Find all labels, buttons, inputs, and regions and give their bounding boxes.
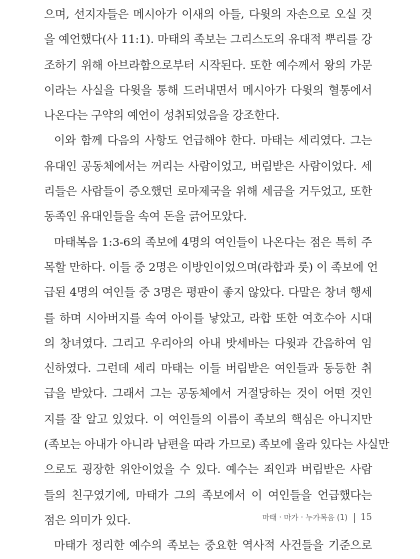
text-line: 지를 잘 알고 있었다. 이 여인들의 이름이 족보의 핵심은 아니지만: [44, 411, 372, 426]
text-line: 으로도 굉장한 위안이었을 수 있다. 예수는 죄인과 버림받은 사람: [44, 462, 372, 477]
page-footer: [262, 512, 372, 523]
text-line: 조하기 위해 아브라함으로부터 시작된다. 또한 예수께서 왕의 가문: [44, 57, 372, 72]
text-line: 마태가 정리한 예수의 족보는 중요한 역사적 사건들을 기준으로: [54, 538, 372, 553]
running-title: 마태 · 마가 · 누가복음 (1): [262, 513, 348, 522]
text-line: 신하였다. 그런데 세리 마태는 이들 버림받은 여인들과 동등한 취: [44, 361, 372, 376]
text-line: 이라는 사실을 다윗을 통해 드러내면서 메시아가 다윗의 혈통에서: [44, 82, 372, 97]
text-line: (족보는 아내가 아니라 남편을 따라 가므로) 족보에 올라 있다는 사실만: [44, 437, 390, 452]
text-line: 의 창녀였다. 그리고 우리아의 아내 밧세바는 다윗과 간음하여 임: [44, 335, 372, 350]
text-line: 이와 함께 다음의 사항도 언급해야 한다. 마태는 세리였다. 그는: [54, 133, 372, 148]
text-line: 점은 의미가 있다.: [44, 512, 131, 527]
text-line: 나온다는 구약의 예언이 성취되었음을 강조한다.: [44, 108, 280, 123]
text-line: 급된 4명의 여인들 중 3명은 평판이 좋지 않았다. 다말은 창녀 행세: [44, 285, 372, 300]
text-line: 들의 친구였기에, 마태가 그의 족보에서 이 여인들을 언급했다는: [44, 487, 372, 502]
body-text: [44, 2, 390, 559]
text-line: 유대인 공동체에서는 꺼리는 사람이었고, 버림받은 사람이었다. 세: [44, 158, 372, 173]
text-line: 급을 받았다. 그래서 그는 공동체에서 거절당하는 것이 어떤 것인: [44, 386, 372, 401]
text-line: 을 예언했다(사 11:1). 마태의 족보는 그리스도의 유대적 뿌리를 강: [44, 32, 372, 47]
text-line: 마태복음 1:3-6의 족보에 4명의 여인들이 나온다는 점은 특히 주: [54, 234, 372, 249]
footer-divider: [354, 513, 355, 523]
text-line: 목할 만하다. 이들 중 2명은 이방인이었으며(라합과 룻) 이 족보에 언: [44, 259, 378, 274]
text-line: 리들은 사람들이 증오했던 로마제국을 위해 세금을 거두었고, 또한: [44, 184, 372, 199]
page-number: 15: [360, 512, 372, 523]
text-line: 동족인 유대인들을 속여 돈을 긁어모았다.: [44, 209, 247, 224]
text-line: 를 하며 시아버지를 속여 아이를 낳았고, 라합 또한 여호수아 시대: [44, 310, 372, 325]
text-line: 으며, 선지자들은 메시아가 이새의 아들, 다윗의 자손으로 오실 것: [44, 7, 372, 21]
